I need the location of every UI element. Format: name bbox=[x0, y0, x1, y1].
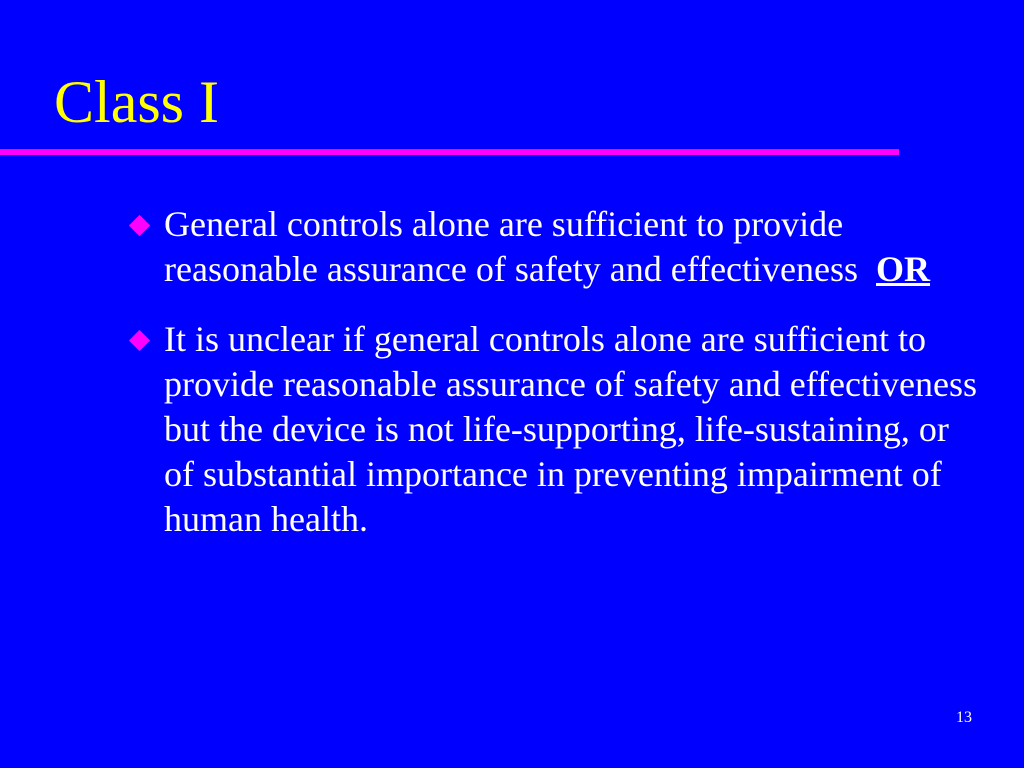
slide-title: Class I bbox=[54, 69, 219, 135]
diamond-bullet-icon bbox=[129, 215, 150, 236]
page-number: 13 bbox=[956, 709, 972, 726]
bullet-item-unclear bbox=[164, 317, 984, 542]
bullet-item-general-controls bbox=[164, 202, 984, 292]
bullet-text: General controls alone are sufficient to provide reasonable assurance of safety and effectiveness bbox=[164, 204, 859, 289]
or-emphasis: OR bbox=[876, 249, 931, 289]
title-underline-rule bbox=[0, 149, 899, 155]
diamond-bullet-icon bbox=[129, 330, 150, 351]
bullet-list bbox=[164, 202, 984, 567]
bullet-text: It is unclear if general controls alone are sufficient to provide reasonable assurance of safety and effectiveness but the device is not life-supporting, life-sustaining, or of substantial importance in preventing impairment of human health. bbox=[164, 319, 977, 539]
